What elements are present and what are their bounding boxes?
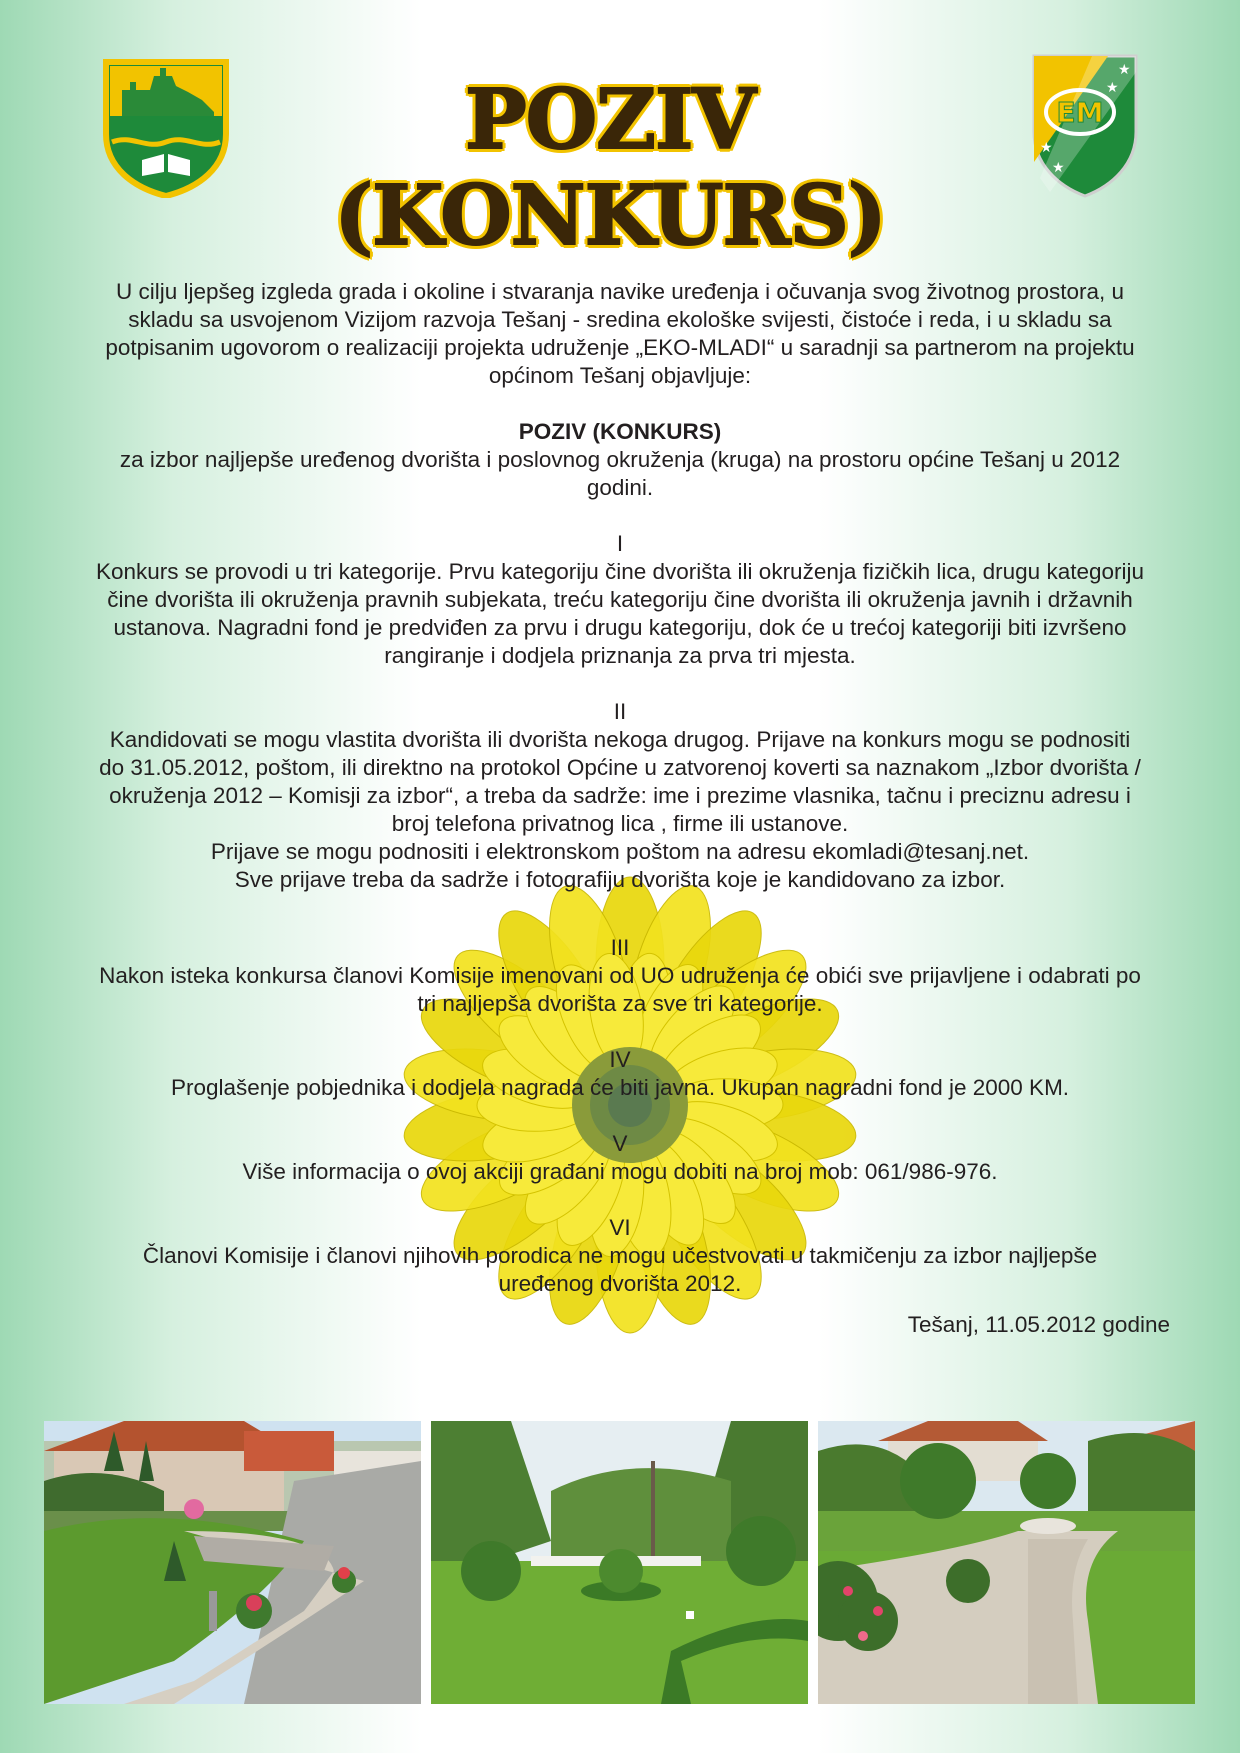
- section-1-text: Konkurs se provodi u tri kategorije. Prvu kategoriju čine dvorišta ili okruženja fizičkih lica, drugu kategoriju čine dvorišta ili okruženja pravnih subjekata, treću kategoriju čine dvorišta ili okruženja javnih i državnih ustanova. Nagradni fond je predviđen za prvu i drugu kategoriju, dok će u trećoj kategoriji biti izvršeno rangiranje i dodjela priznanja za prva tri mjesta.: [96, 559, 1144, 668]
- section-2-numeral: II: [613, 699, 627, 724]
- svg-text:★: ★: [1118, 61, 1131, 77]
- garden-photo-lawn: [431, 1421, 808, 1704]
- garden-photo-path: [818, 1421, 1195, 1704]
- section-5-numeral: V: [612, 1131, 628, 1156]
- closing-date: Tešanj, 11.05.2012 godine: [907, 1312, 1170, 1337]
- svg-text:★: ★: [1106, 79, 1119, 95]
- section-3-numeral: III: [610, 935, 630, 960]
- section-6-numeral: VI: [609, 1215, 631, 1240]
- section-3-text: Nakon isteka konkursa članovi Komisije imenovani od UO udruženja će obići sve prijavljene i odabrati po tri najljepša dvorišta za sve tri kategorije.: [99, 963, 1141, 1016]
- section-4-numeral: IV: [609, 1047, 631, 1072]
- section-6-text: Članovi Komisije i članovi njihovih porodica ne mogu učestvovati u takmičenju za izbor najljepše uređenog dvorišta 2012.: [142, 1243, 1098, 1296]
- svg-text:★: ★: [1052, 159, 1065, 175]
- page-title: POZIV (KONKURS): [334, 72, 886, 264]
- section-1-numeral: I: [616, 531, 624, 556]
- subtitle: POZIV (KONKURS): [518, 419, 722, 444]
- section-2-photo-line: Sve prijave treba da sadrže i fotografiju dvorišta koje je kandidovano za izbor.: [234, 867, 1006, 892]
- section-4-text: Proglašenje pobjednika i dodjela nagrada će biti javna. Ukupan nagradni fond je 2000 KM.: [170, 1075, 1070, 1100]
- svg-text:★: ★: [1040, 139, 1053, 155]
- section-2-text: Kandidovati se mogu vlastita dvorišta ili dvorišta nekoga drugog. Prijave na konkurs mogu se podnositi do 31.05.2012, poštom, ili direktno na protokol Općine u zatvorenoj koverti sa naznakom „Izbor dvorišta / okruženja 2012 – Komisji za izbor“, a treba da sadrže: ime i prezime vlasnika, tačnu i preciznu adresu i broj telefona privatnog lica , firme ili ustanove.: [99, 727, 1141, 836]
- subtitle-description: za izbor najljepše uređenog dvorišta i poslovnog okruženja (kruga) na prostoru općine Tešanj u 2012 godini.: [119, 447, 1121, 500]
- garden-photo-house: [44, 1421, 421, 1704]
- eko-mladi-logo-icon: [1030, 52, 1140, 198]
- section-2-email-line: Prijave se mogu podnositi i elektronskom poštom na adresu ekomladi@tesanj.net.: [210, 839, 1030, 864]
- em-logo-text: EM: [1056, 96, 1104, 129]
- municipality-coat-of-arms-icon: [102, 56, 230, 198]
- intro-paragraph: U cilju ljepšeg izgleda grada i okoline i stvaranja navike uređenja i očuvanja svog životnog prostora, u skladu sa usvojenom Vizijom razvoja Tešanj - sredina ekološke svijesti, čistoće i reda, i u skladu sa potpisanim ugovorom o realizaciji projekta udruženje „EKO-MLADI“ u saradnji sa partnerom na projektu općinom Tešanj objavljuje:: [105, 279, 1135, 388]
- document-body: [95, 278, 1145, 1298]
- section-5-text: Više informacija o ovoj akciji građani mogu dobiti na broj mob: 061/986-976.: [242, 1159, 998, 1184]
